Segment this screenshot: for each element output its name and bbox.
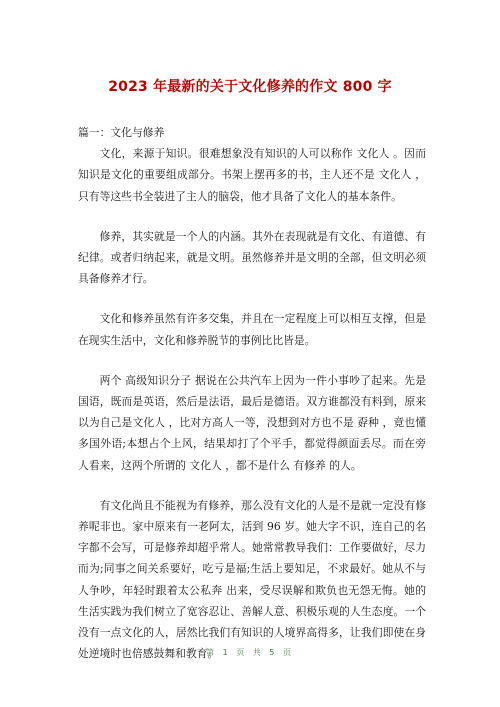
- document-title: 2023 年最新的关于文化修养的作文 800 字: [108, 79, 392, 95]
- paragraph-3: 文化和修养虽然有许多交集，并且在一定程度上可以相互支撑，但是在现实生活中，文化和修养脱节的事例比比皆是。: [78, 312, 426, 347]
- paragraph-2: 修养，其实就是一个人的内涵。其外在表现就是有文化、有道德、有纪律。或者归纳起来，就是文明。虽然修养并是文明的全部，但文明必须具备修养才行。: [78, 229, 426, 286]
- section-heading: 篇一：文化与修养: [78, 126, 165, 139]
- paragraph-1: 文化，来源于知识。很难想象没有知识的人可以称作 文化人 。因而知识是文化的重要组成部分。书架上摆再多的书，主人还不是 文化人 ，只有等这些书全装进了主人的脑袋，他才具备了文化人的基本条件。: [78, 147, 426, 203]
- paragraph-5: 有文化尚且不能视为有修养，那么没有文化的人是不是就一定没有修养呢非也。家中原来有一老阿太，活到 96 岁。她大字不识，连自己的名字都不会写，可是修养却超乎常人。她常常教导我们：工作要做好，尽力而为;同事之间关系要好，吃亏是福;生活上要知足，不求最好。她从不与人争吵，年轻时跟着太公私奔 出来，受尽误解和欺负也无怨无悔。她的生活实践为我们树立了宽容忍让、善解人意、积极乐观的人生态度。一个没有一点文化的人，居然比我们有知识的人境界高得多，让我们即使在身处逆境时也倍感鼓舞和教育。: [78, 498, 426, 661]
- paragraph-4: 两个 高级知识分子 据说在公共汽车上因为一件小事吵了起来。先是国语，既而是英语，然后是法语，最后是德语。双方谁都没有料到，原来以为自己是文化人 ，比对方高人一等，没想到对方也不是 孬种 ，竟也懂多国外语;本想占个上风，结果却打了个平手，都觉得颜面丢尽。而在旁人看来，这两个所谓的 文化人 ，都不是什么 有修养 的人。: [78, 373, 426, 472]
- document-body: [78, 122, 426, 683]
- page-footer: 第 1 页 共 5 页: [206, 648, 294, 657]
